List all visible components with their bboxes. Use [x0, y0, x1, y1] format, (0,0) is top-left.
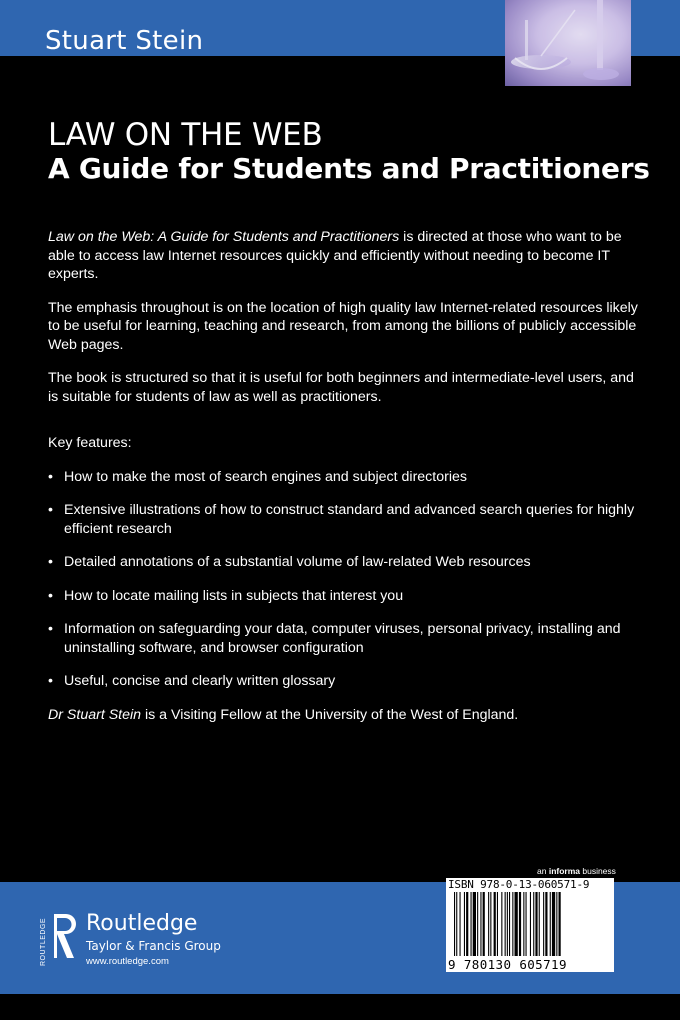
- author-bio: [48, 706, 643, 725]
- feature-text: How to make the most of search engines and subject directories: [64, 468, 467, 485]
- barcode-bar: [471, 892, 472, 956]
- bullet-icon: •: [48, 621, 53, 637]
- key-features-list: [48, 468, 643, 691]
- feature-text: How to locate mailing lists in subjects that interest you: [64, 587, 404, 604]
- barcode-bar: [501, 892, 502, 956]
- barcode-bar: [454, 892, 455, 956]
- bullet-icon: •: [48, 502, 53, 518]
- structure-paragraph: The book is structured so that it is useful for both beginners and intermediate-level users, and is suitable for students of law as well as practitioners.: [48, 370, 634, 405]
- barcode-bar: [494, 892, 496, 956]
- barcode-bar: [512, 892, 513, 956]
- feature-text: Detailed annotations of a substantial volume of law-related Web resources: [64, 554, 531, 570]
- barcode-bar: [533, 892, 534, 956]
- barcode-bar: [526, 892, 527, 956]
- intro-paragraph: [48, 228, 643, 284]
- barcode-bar: [535, 892, 537, 956]
- barcode-bar: [543, 892, 544, 956]
- barcode-bar: [464, 892, 465, 956]
- barcode-bar: [509, 892, 510, 956]
- list-item: [48, 553, 643, 572]
- barcode-bar: [505, 892, 506, 956]
- ean-number: 9 780130 605719: [448, 957, 567, 972]
- intro-italic-title: Law on the Web: A Guide for Students and Practitioners: [48, 229, 400, 245]
- list-item: [48, 672, 643, 691]
- barcode-bar: [473, 892, 476, 956]
- barcode-bar: [515, 892, 518, 956]
- barcode-bar: [488, 892, 489, 956]
- barcode-bar: [545, 892, 547, 956]
- bullet-icon: •: [48, 673, 53, 689]
- author-bio-rest: is a Visiting Fellow at the University of the West of England.: [141, 706, 519, 723]
- cover-photo-thumbnail: [505, 0, 631, 86]
- isbn-label: ISBN 978-0-13-060571-9: [448, 878, 590, 891]
- barcode-bar: [556, 892, 557, 956]
- author-name: Stuart Stein: [45, 26, 204, 56]
- barcode-bar: [483, 892, 485, 956]
- barcode-bar: [523, 892, 524, 956]
- barcode-bar: [466, 892, 468, 956]
- description: [48, 228, 643, 739]
- key-features-heading: Key features:: [48, 435, 132, 451]
- publisher-url: www.routledge.com: [86, 956, 169, 967]
- barcode-bar: [559, 892, 561, 956]
- list-item: [48, 620, 643, 657]
- book-subtitle: A Guide for Students and Practitioners: [48, 152, 650, 185]
- list-item: [48, 587, 643, 606]
- book-title: LAW ON THE WEB: [48, 117, 323, 153]
- informa-tagline: an informa business: [537, 866, 616, 876]
- barcode-bar: [552, 892, 555, 956]
- scales-of-justice-image: [505, 0, 631, 86]
- barcode-bar: [519, 892, 521, 956]
- intro-rest: is directed at those who want to be able to access law Internet resources quickly and efficiently without needing to become IT experts.: [48, 229, 622, 282]
- barcode-bar: [530, 892, 531, 956]
- bullet-icon: •: [48, 587, 53, 604]
- feature-text: Information on safeguarding your data, computer viruses, personal privacy, installing and uninstalling software, and browser configuration: [64, 621, 621, 656]
- feature-text: Extensive illustrations of how to construct standard and advanced search queries for highly efficient research: [64, 502, 635, 537]
- bullet-icon: •: [48, 554, 53, 570]
- list-item: [48, 501, 643, 538]
- barcode-bar: [539, 892, 540, 956]
- publisher-name: Routledge: [86, 911, 198, 936]
- barcode-bar: [550, 892, 551, 956]
- emphasis-paragraph: The emphasis throughout is on the location of high quality law Internet-related resources likely to be useful for learning, teaching and research, from among the billions of publicly accessible Web pages.: [48, 299, 638, 353]
- routledge-logo-icon: [40, 912, 76, 962]
- bullet-icon: •: [48, 468, 53, 485]
- list-item: [48, 468, 643, 487]
- publisher-group: Taylor & Francis Group: [86, 939, 221, 953]
- barcode-bars: [452, 892, 608, 958]
- isbn-barcode: [446, 878, 614, 972]
- barcode-bar: [456, 892, 457, 956]
- barcode-bar: [480, 892, 481, 956]
- publisher-logo-vertical-text: ROUTLEDGE: [40, 917, 47, 966]
- feature-text: Useful, concise and clearly written glossary: [64, 673, 336, 689]
- author-bio-name: Dr Stuart Stein: [48, 706, 142, 723]
- barcode-bar: [490, 892, 491, 956]
- barcode-bar: [477, 892, 478, 956]
- barcode-bar: [460, 892, 461, 956]
- barcode-bar: [507, 892, 508, 956]
- barcode-bar: [497, 892, 498, 956]
